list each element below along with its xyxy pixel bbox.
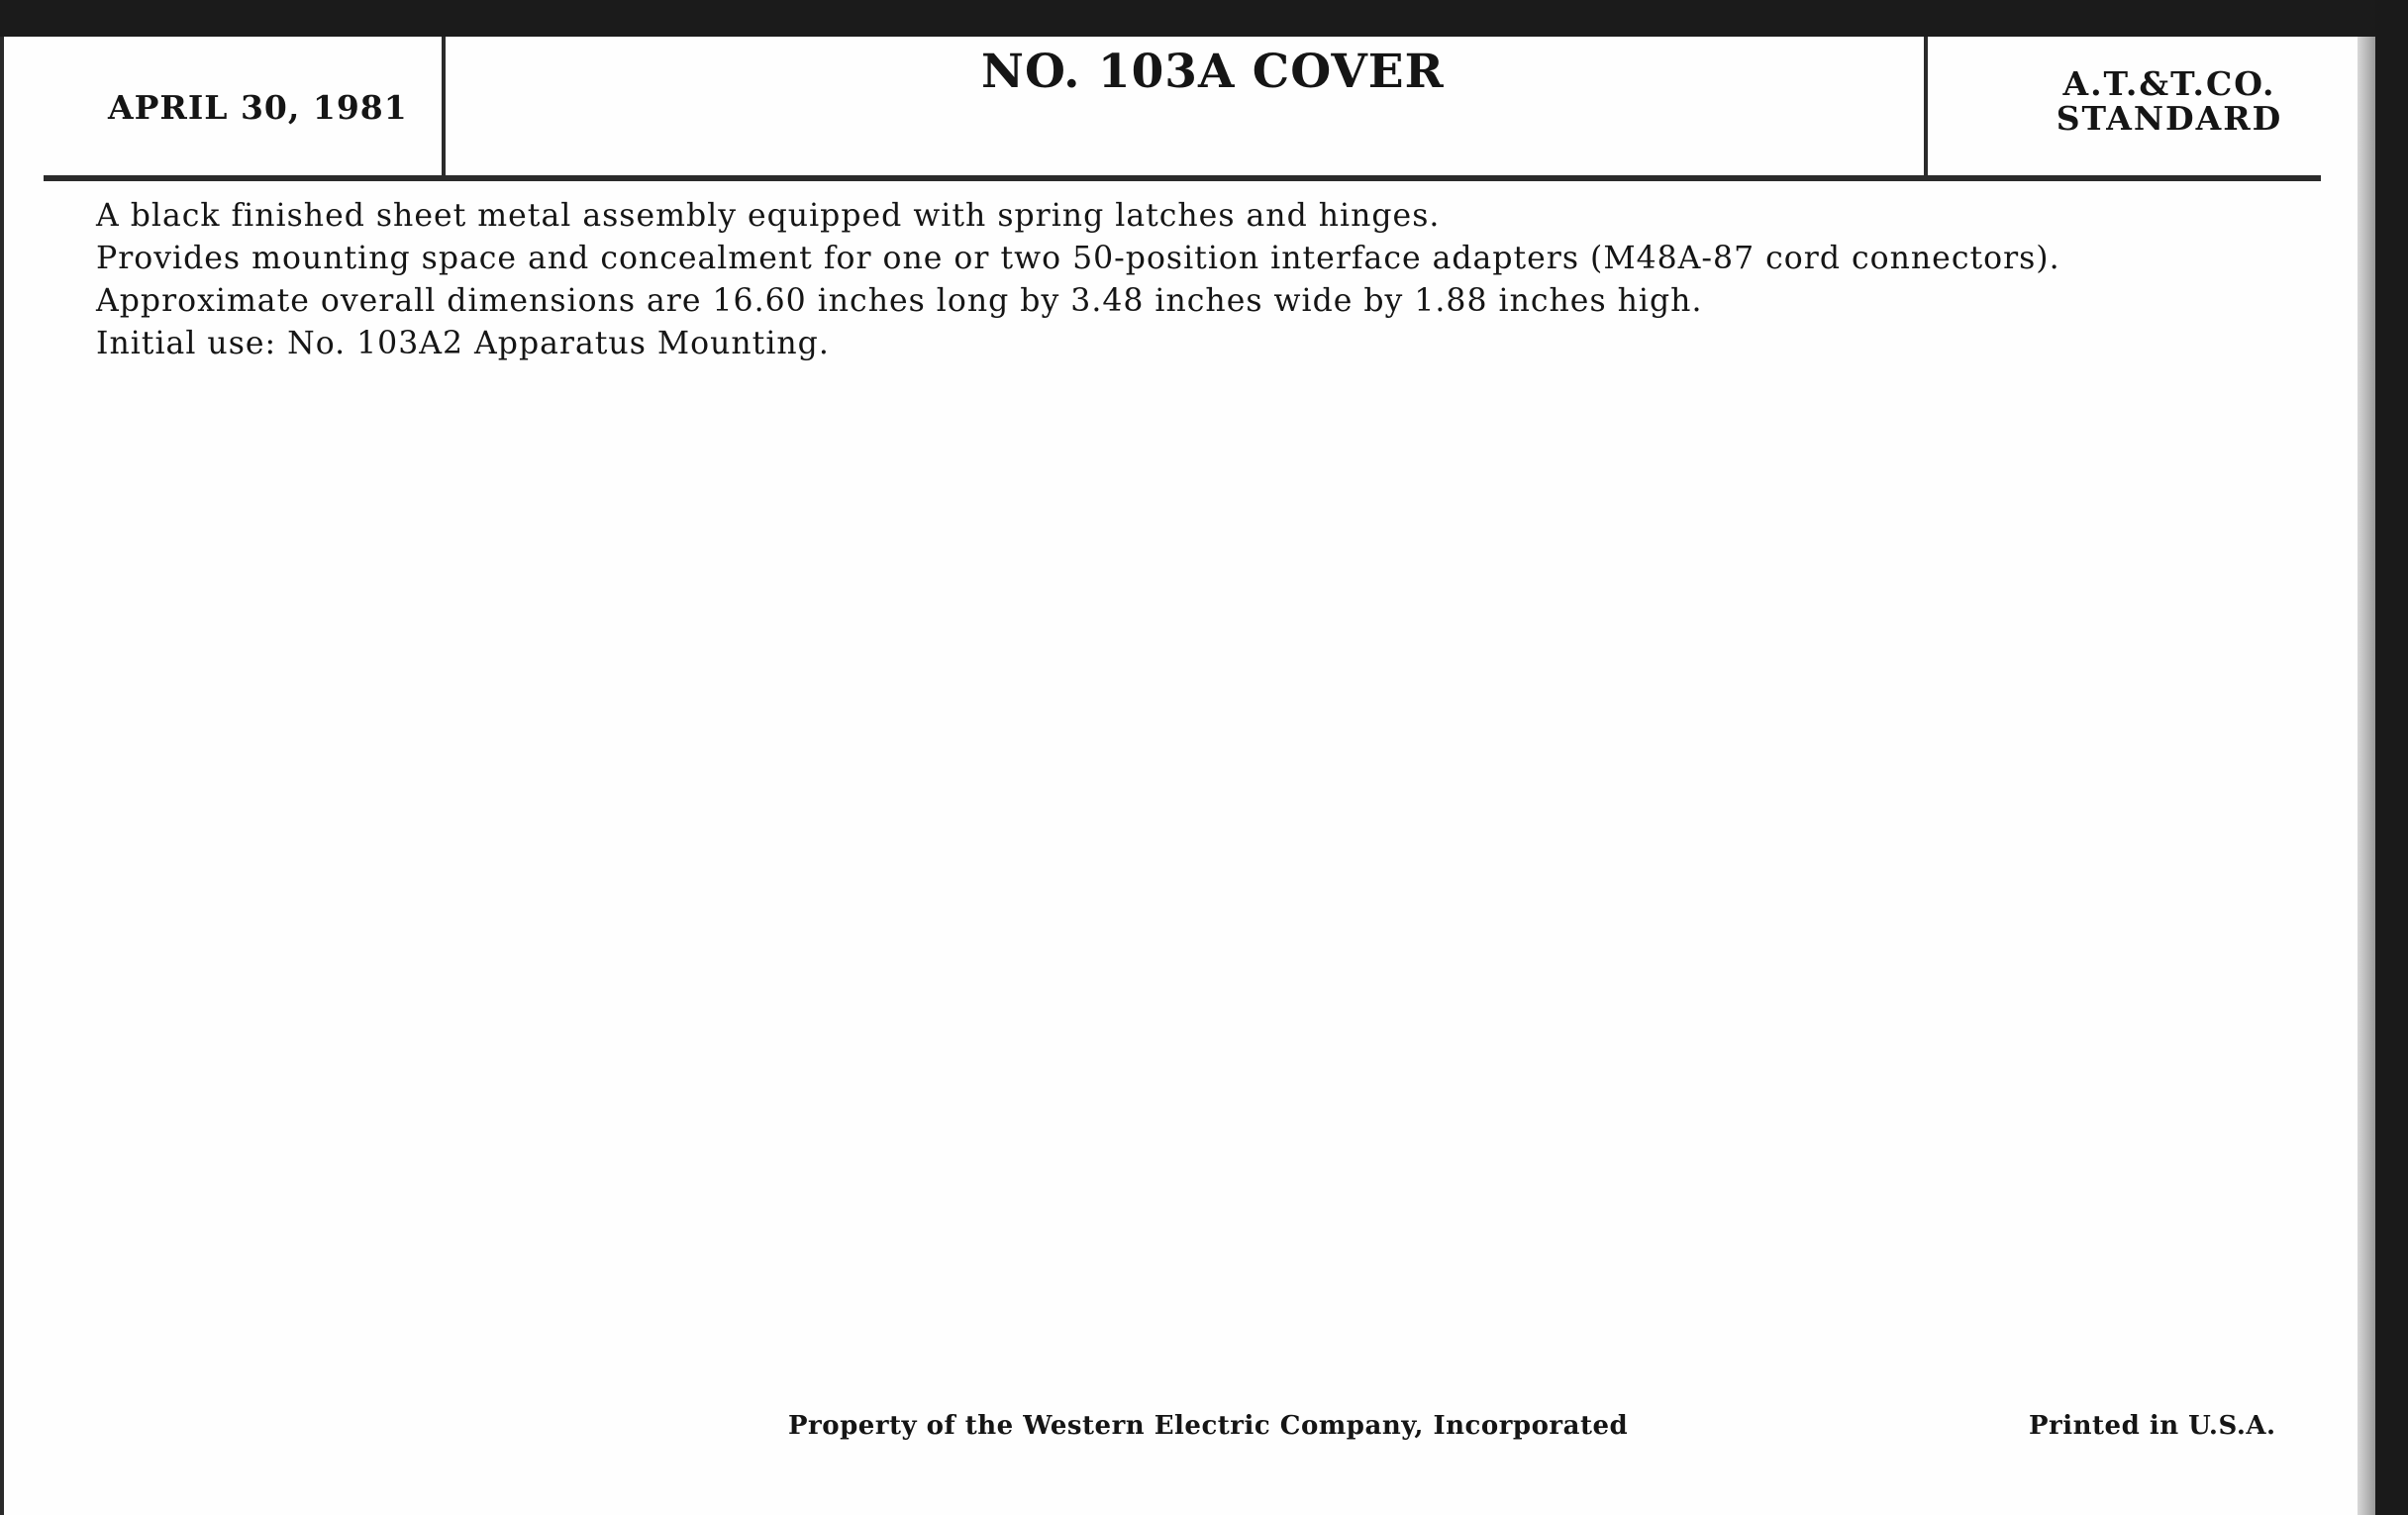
standard-line-2: STANDARD xyxy=(2056,99,2283,138)
card-edge-shadow xyxy=(2358,37,2375,1515)
description-text xyxy=(96,195,2060,365)
document-card xyxy=(0,37,2361,1515)
printed-notice: Printed in U.S.A. xyxy=(2029,1411,2276,1441)
document-title: NO. 103A COVER xyxy=(981,45,1445,99)
description-line: Approximate overall dimensions are 16.60 inches long by 3.48 inches wide by 1.88 inches high. xyxy=(96,283,1703,319)
description-line: Provides mounting space and concealment for one or two 50-position interface adapters (M48A-87 cord connectors). xyxy=(96,241,2060,276)
description-line: A black finished sheet metal assembly equipped with spring latches and hinges. xyxy=(96,198,1441,234)
standard-line-1: A.T.&T.CO. xyxy=(2062,64,2276,103)
document-date: APRIL 30, 1981 xyxy=(108,88,408,127)
header-divider-left xyxy=(442,37,446,175)
header-bar xyxy=(44,37,2321,181)
property-notice: Property of the Western Electric Company, Incorporated xyxy=(788,1411,1629,1441)
description-line: Initial use: No. 103A2 Apparatus Mounting. xyxy=(96,326,830,361)
standard-label xyxy=(2021,66,2318,136)
header-divider-right xyxy=(1924,37,1928,175)
scan-background xyxy=(2375,0,2408,1515)
